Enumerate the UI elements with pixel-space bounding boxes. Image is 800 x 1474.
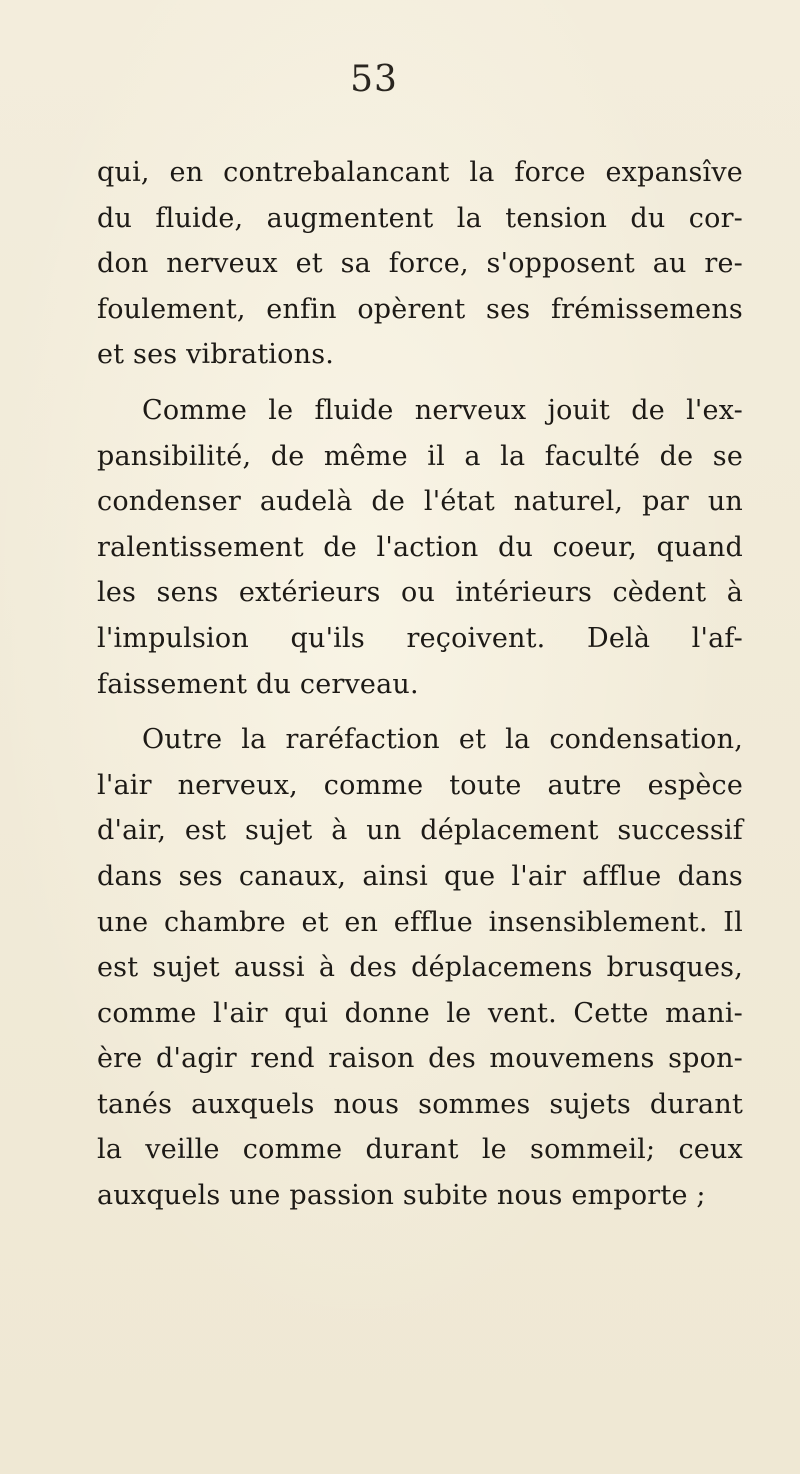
text-line: l'air nerveux, comme toute autre espèce [97,769,743,801]
body-text [97,150,743,1219]
text-line: tanés auxquels nous sommes sujets durant [97,1088,743,1120]
text-line: condenser audelà de l'état naturel, par un [97,486,743,518]
text-line: une chambre et en efflue insensiblement. Il [97,906,743,938]
text-line: la veille comme durant le sommeil; ceux [97,1134,743,1166]
text-line: faissement du cerveau. [97,668,419,700]
text-line: les sens extérieurs ou intérieurs cèdent à [97,577,743,609]
text-line: Outre la raréfaction et la condensation, [142,724,743,756]
paragraph-1 [97,150,743,378]
text-line: d'air, est sujet à un déplacement successif [97,815,743,847]
paragraph-3 [97,717,743,1219]
text-line: l'impulsion qu'ils reçoivent. Delà l'af- [97,622,743,654]
text-line: est sujet aussi à des déplacemens brusques, [97,952,743,984]
text-line: comme l'air qui donne le vent. Cette mani- [97,997,743,1029]
text-line: Comme le fluide nerveux jouit de l'ex- [142,394,743,426]
text-line: foulement, enfin opèrent ses frémissemens [97,293,743,325]
text-line: dans ses canaux, ainsi que l'air afflue dans [97,860,743,892]
text-line: ère d'agir rend raison des mouvemens spon- [97,1043,743,1075]
page-number: 53 [350,59,398,100]
text-line: ralentissement de l'action du coeur, quand [97,531,743,563]
text-line: du fluide, augmentent la tension du cor- [97,202,743,234]
paragraph-2 [97,388,743,707]
text-line: qui, en contrebalancant la force expansîve [97,157,743,188]
text-line: auxquels une passion subite nous emporte ; [97,1180,706,1212]
text-line: et ses vibrations. [97,339,335,371]
text-line: pansibilité, de même il a la faculté de se [97,440,743,472]
text-line: don nerveux et sa force, s'opposent au re- [97,248,743,280]
